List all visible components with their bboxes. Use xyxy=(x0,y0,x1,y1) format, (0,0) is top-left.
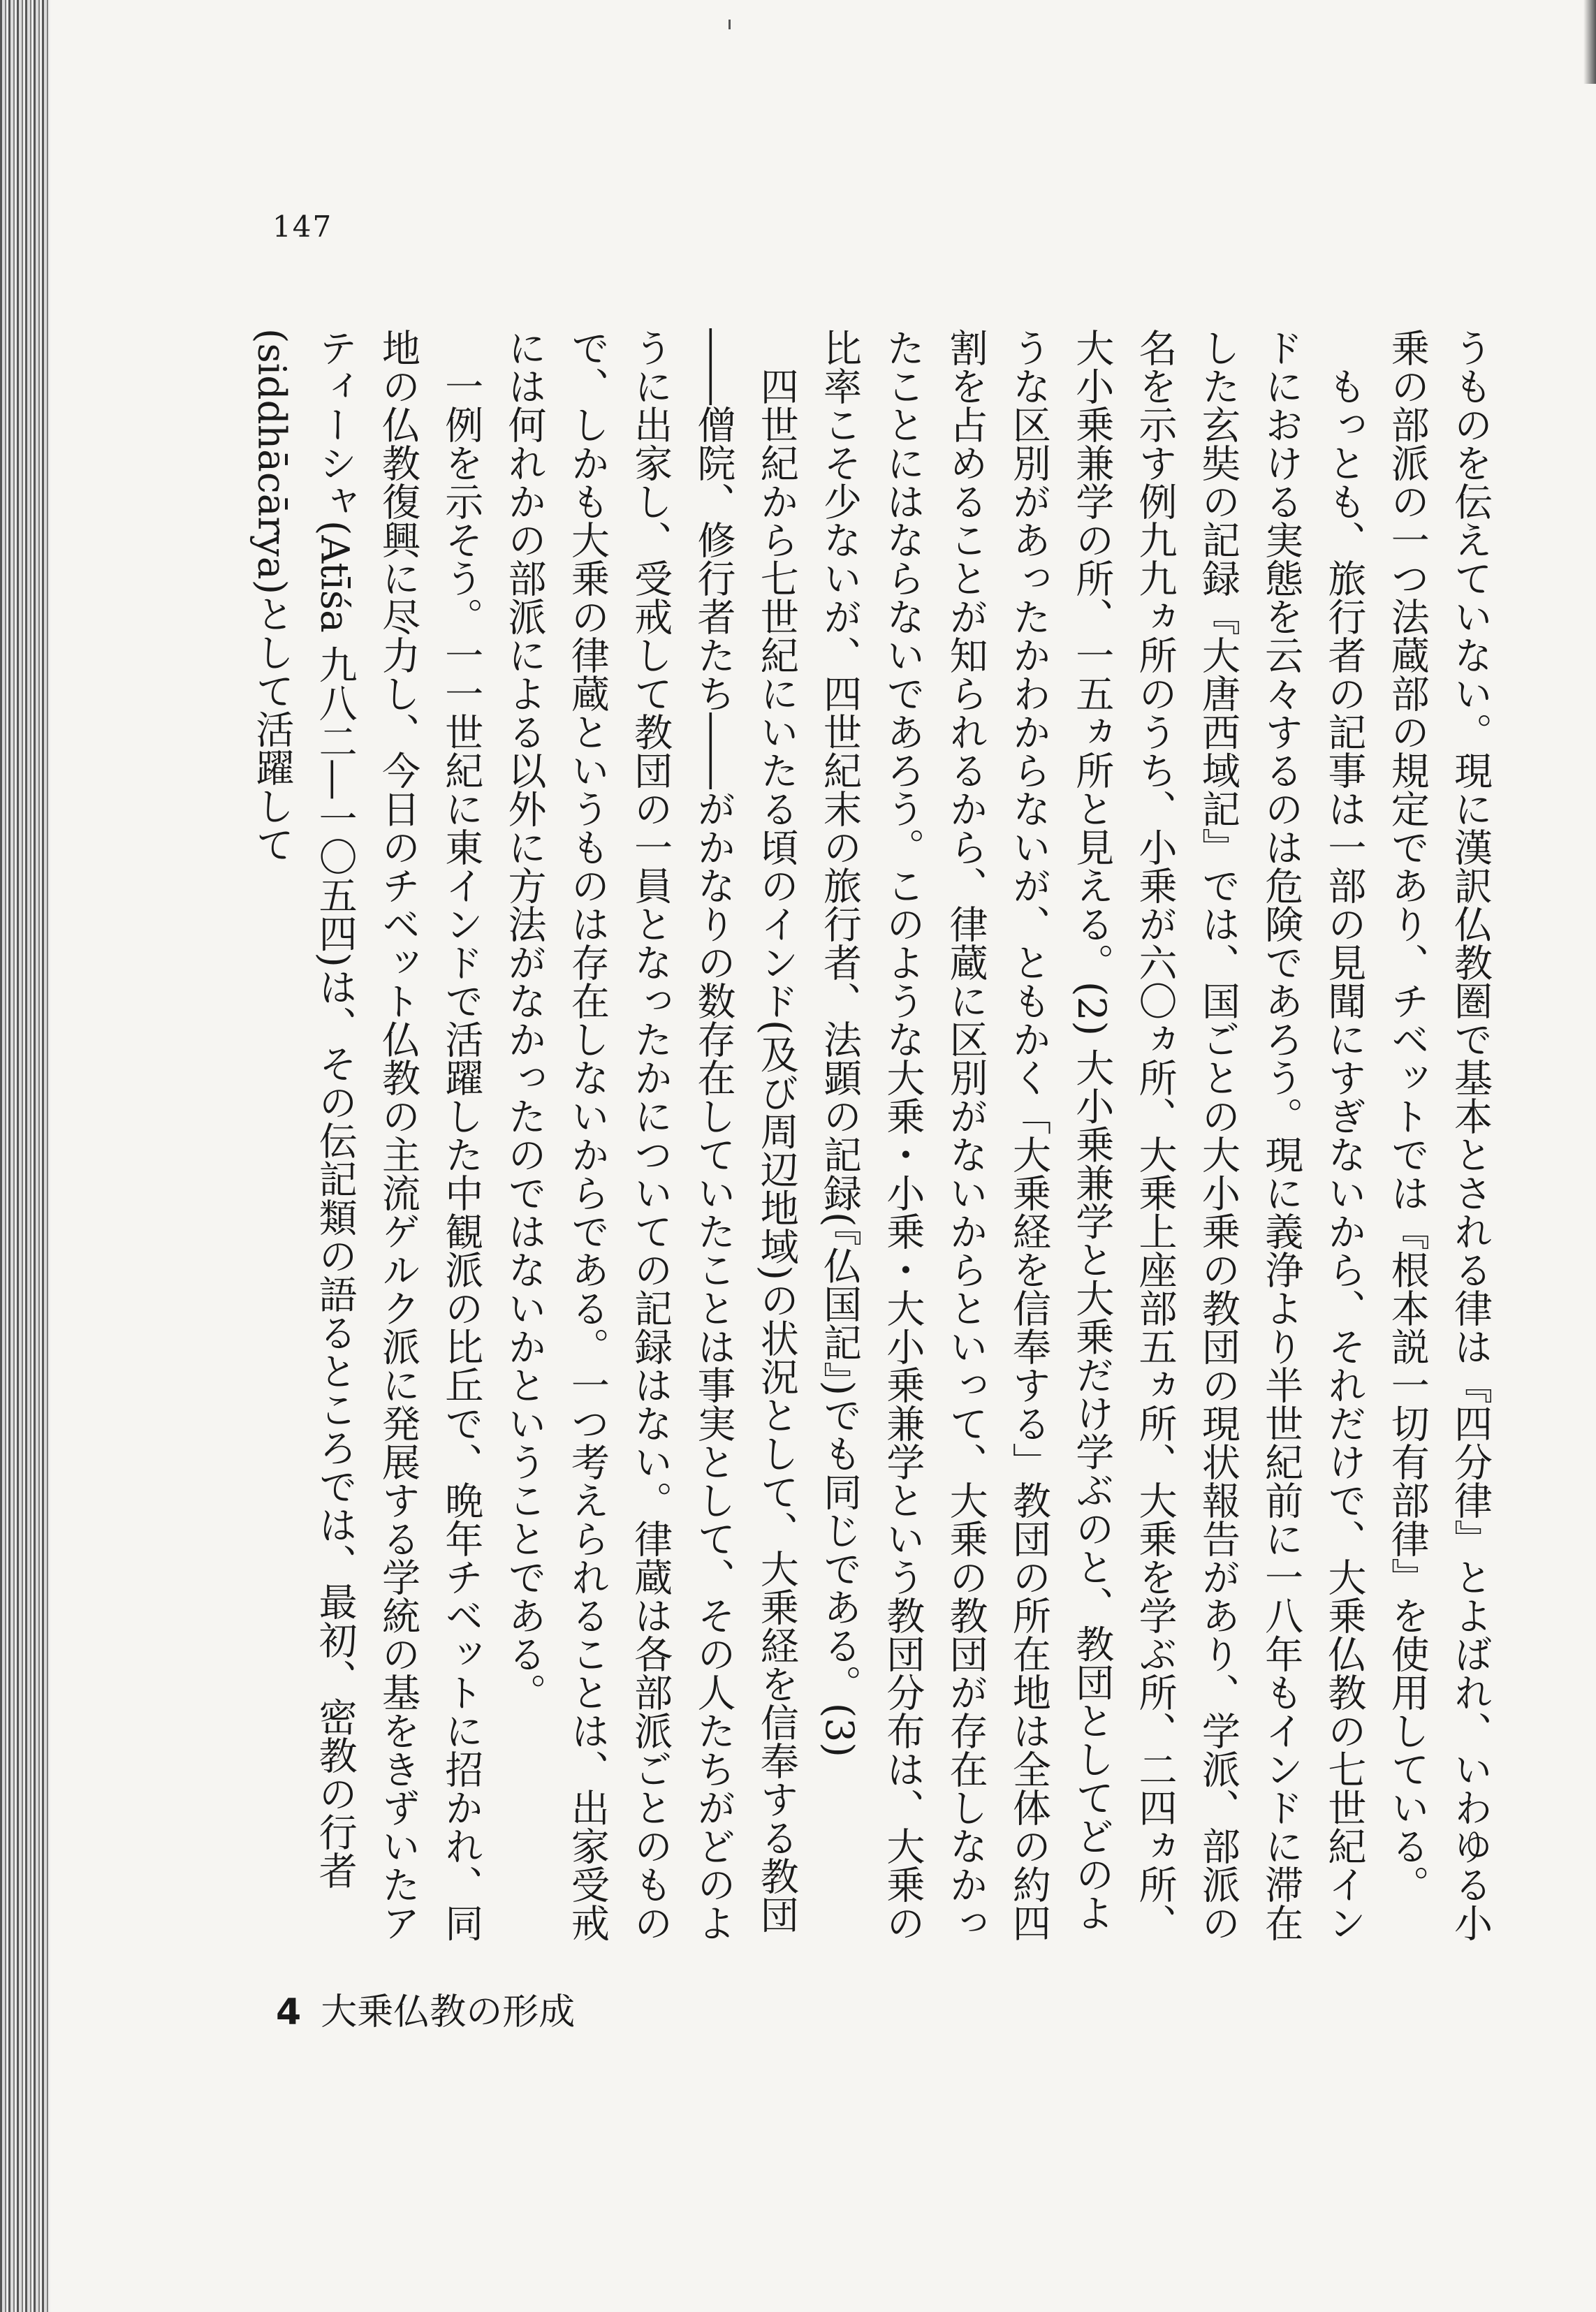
scan-mark xyxy=(729,20,731,29)
running-footer xyxy=(276,1982,575,2035)
paragraph-2: もっとも、旅行者の記事は一部の見聞にすぎないから、それだけで、大乗仏教の七世紀インドにおける実態を云々するのは危険であろう。現に義浄より半世紀前に一八年もインドに滞在した玄奘の記録『大唐西域記』では、国ごとの大小乗の教団の現状報告があり、学派、部派の名を示す例九九ヵ所のうち、小乗が六〇ヵ所、大乗上座部五ヵ所、大乗を学ぶ所、二四ヵ所、大小乗兼学の所、一五ヵ所と見える。(2) 大小乗兼学と大乗だけ学ぶのと、教団としてどのような区別があったかわからないが、ともかく「大乗経を信奉する」教団の所在地は全体の約四割を占めることが知られるから、律蔵に区別がないからといって、大乗の教団が存在しなかったことにはならないであろう。このような大乗・小乗・大小乗兼学という教団分布は、大乗の比率こそ少ないが、四世紀末の旅行者、法顕の記録(『仏国記』)でも同じである。(3) xyxy=(817,328,1367,1942)
book-binding-edge xyxy=(0,0,50,2312)
chapter-number: 4 xyxy=(276,1991,302,2033)
body-text xyxy=(230,328,1502,1956)
page-edge-shadow xyxy=(1583,0,1596,84)
page-number: 147 xyxy=(272,210,333,244)
paragraph-1: うものを伝えていない。現に漢訳仏教圏で基本とされる律は『四分律』とよばれ、いわゆる小乗の部派の一つ法蔵部の規定であり、チベットでは『根本説一切有部律』を使用している。 xyxy=(1384,328,1493,1942)
paragraph-4: 一例を示そう。一一世紀に東インドで活躍した中観派の比丘で、晩年チベットに招かれ、同地の仏教復興に尽力し、今日のチベット仏教の主流ゲルク派に発展する学統の基をきずいたアティーシャ(Atīśa 九八二―一〇五四)は、その伝記類の語るところでは、最初、密教の行者(siddhācārya)として活躍して xyxy=(249,328,484,1942)
chapter-title: 大乗仏教の形成 xyxy=(321,1991,576,2033)
paragraph-3: 四世紀から七世紀にいたる頃のインド(及び周辺地域)の状況として、大乗経を信奉する教団――僧院、修行者たち――がかなりの数存在していたことは事実として、その人たちがどのように出家し、受戒して教団の一員となったかについての記録はない。律蔵は各部派ごとのもので、しかも大乗の律蔵というものは存在しないからである。一つ考えられることは、出家受戒には何れかの部派による以外に方法がなかったのではないかということである。 xyxy=(502,328,799,1942)
